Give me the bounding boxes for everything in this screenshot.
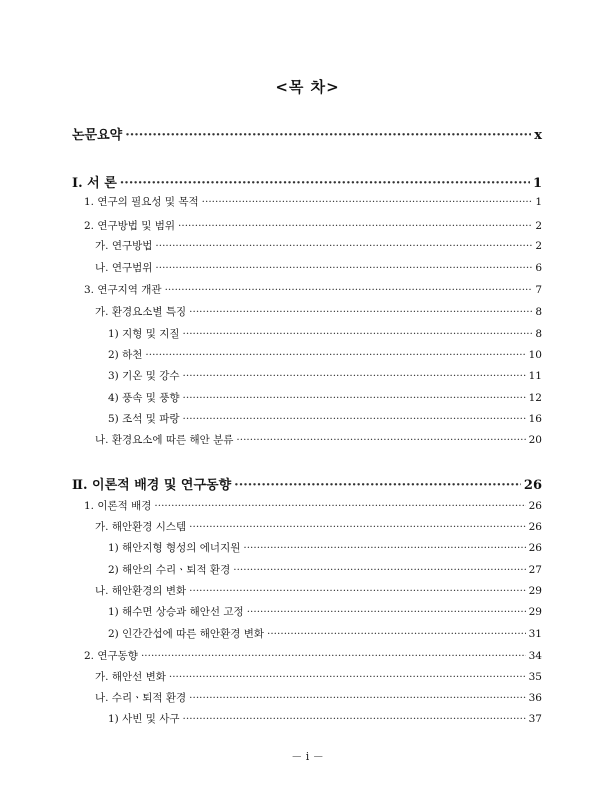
- toc-page-number: 11: [528, 370, 542, 382]
- toc-label: 나. 수리ㆍ퇴적 환경: [95, 692, 187, 704]
- dot-leader: [183, 713, 526, 725]
- toc-label: 논문요약: [72, 128, 123, 143]
- toc-page-number: 12: [528, 392, 542, 404]
- toc-label: 1. 연구의 필요성 및 목적: [84, 196, 199, 208]
- dot-leader: [183, 413, 526, 425]
- toc-entry-2-2-a[interactable]: [95, 669, 542, 684]
- toc-page-number: 8: [535, 328, 542, 340]
- dot-leader: [234, 478, 521, 493]
- toc-entry-1-1[interactable]: [84, 194, 542, 209]
- toc-entry-summary[interactable]: [72, 124, 542, 143]
- dot-leader: [243, 542, 525, 554]
- toc-entry-1-2-a[interactable]: [95, 238, 542, 253]
- toc-label: 가. 해안선 변화: [95, 671, 166, 683]
- toc-page-number: 1: [532, 176, 542, 191]
- toc-entry-2-2[interactable]: [84, 648, 542, 663]
- toc-page-number: 16: [528, 413, 542, 425]
- toc-page-number: 26: [523, 478, 542, 493]
- toc-page-number: 1: [535, 196, 542, 208]
- toc-entry-1-3-a-1[interactable]: [108, 326, 542, 341]
- toc-page-number: 35: [528, 671, 542, 683]
- toc-label: 4) 풍속 및 풍향: [108, 392, 180, 404]
- toc-entry-2-1-a-1[interactable]: [108, 540, 542, 555]
- toc-label: 5) 조석 및 파랑: [108, 413, 180, 425]
- toc-label: 1) 해안지형 형성의 에너지원: [108, 542, 241, 554]
- toc-page-number: 7: [535, 284, 542, 296]
- toc-label: 2) 하천: [108, 349, 143, 361]
- dot-leader: [189, 306, 532, 318]
- dot-leader: [183, 328, 533, 340]
- dot-leader: [202, 196, 533, 208]
- dot-leader: [141, 650, 526, 662]
- toc-page-number: 10: [528, 349, 542, 361]
- toc-title: <목 차>: [275, 78, 340, 96]
- toc-page-number: 8: [535, 306, 542, 318]
- toc-page-number: 27: [528, 564, 542, 576]
- dot-leader: [169, 671, 526, 683]
- toc-entry-1-3-a-3[interactable]: [108, 368, 542, 383]
- dot-leader: [189, 521, 525, 533]
- toc-label: 나. 연구범위: [95, 262, 153, 274]
- toc-entry-1-3-b[interactable]: [95, 432, 542, 447]
- dot-leader: [183, 370, 526, 382]
- toc-entry-1-2-b[interactable]: [95, 260, 542, 275]
- dot-leader: [236, 434, 525, 446]
- toc-entry-1-3[interactable]: [84, 282, 542, 297]
- toc-label: 3) 기온 및 강수: [108, 370, 180, 382]
- toc-label: 1) 해수면 상승과 해안선 고정: [108, 606, 244, 618]
- toc-page-number: 2: [535, 220, 542, 232]
- toc-label: Ⅱ. 이론적 배경 및 연구동향: [72, 478, 232, 493]
- toc-label: 나. 해안환경의 변화: [95, 585, 187, 597]
- toc-page-number: 26: [528, 542, 542, 554]
- toc-entry-1-3-a-2[interactable]: [108, 347, 542, 362]
- page-footer-number: － i －: [291, 750, 324, 763]
- toc-page-number: 31: [528, 628, 542, 640]
- toc-label: 2. 연구방법 및 범위: [84, 220, 176, 232]
- toc-entry-2-2-b[interactable]: [95, 690, 542, 705]
- toc-page-number: 2: [535, 240, 542, 252]
- toc-label: 3. 연구지역 개관: [84, 284, 162, 296]
- dot-leader: [247, 606, 526, 618]
- toc-entry-2-1-b-2[interactable]: [108, 626, 542, 641]
- toc-entry-2-1-a[interactable]: [95, 519, 542, 534]
- toc-page-number: 34: [528, 650, 542, 662]
- toc-entry-chapter-2[interactable]: [72, 474, 542, 493]
- toc-entry-2-2-b-1[interactable]: [108, 711, 542, 726]
- toc-entry-2-1-b[interactable]: [95, 583, 542, 598]
- dot-leader: [154, 500, 525, 512]
- toc-entry-1-3-a-5[interactable]: [108, 411, 542, 426]
- toc-label: 나. 환경요소에 따른 해안 분류: [95, 434, 234, 446]
- toc-label: 2) 해안의 수리ㆍ퇴적 환경: [108, 564, 231, 576]
- toc-label: 가. 환경요소별 특징: [95, 306, 187, 318]
- dot-leader: [165, 284, 533, 296]
- toc-label: 1) 사빈 및 사구: [108, 713, 180, 725]
- toc-label: 1) 지형 및 지질: [108, 328, 180, 340]
- dot-leader: [120, 176, 530, 191]
- dot-leader: [189, 692, 525, 704]
- toc-entry-1-3-a-4[interactable]: [108, 390, 542, 405]
- dot-leader: [189, 585, 525, 597]
- dot-leader: [183, 392, 526, 404]
- toc-page-number: 20: [528, 434, 542, 446]
- toc-label: 가. 해안환경 시스템: [95, 521, 187, 533]
- dot-leader: [125, 128, 531, 143]
- dot-leader: [155, 240, 532, 252]
- toc-label: 2. 연구동향: [84, 650, 138, 662]
- toc-label: 2) 인간간섭에 따른 해안환경 변화: [108, 628, 264, 640]
- toc-page-number: 36: [528, 692, 542, 704]
- toc-page-number: 29: [528, 585, 542, 597]
- toc-label: 가. 연구방법: [95, 240, 153, 252]
- dot-leader: [145, 349, 525, 361]
- toc-entry-1-2[interactable]: [84, 218, 542, 233]
- toc-page-number: 26: [528, 521, 542, 533]
- toc-page-number: 37: [528, 713, 542, 725]
- toc-label: 1. 이론적 배경: [84, 500, 152, 512]
- toc-page-number: 6: [535, 262, 542, 274]
- toc-entry-2-1-b-1[interactable]: [108, 604, 542, 619]
- toc-entry-chapter-1[interactable]: [72, 172, 542, 191]
- dot-leader: [233, 564, 525, 576]
- toc-page-number: 26: [528, 500, 542, 512]
- toc-entry-2-1[interactable]: [84, 498, 542, 513]
- toc-page-number: x: [534, 128, 542, 143]
- toc-label: Ⅰ. 서 론: [72, 176, 117, 191]
- dot-leader: [267, 628, 526, 640]
- toc-entry-2-1-a-2[interactable]: [108, 562, 542, 577]
- toc-entry-1-3-a[interactable]: [95, 304, 542, 319]
- dot-leader: [155, 262, 532, 274]
- toc-page-number: 29: [528, 606, 542, 618]
- dot-leader: [178, 220, 532, 232]
